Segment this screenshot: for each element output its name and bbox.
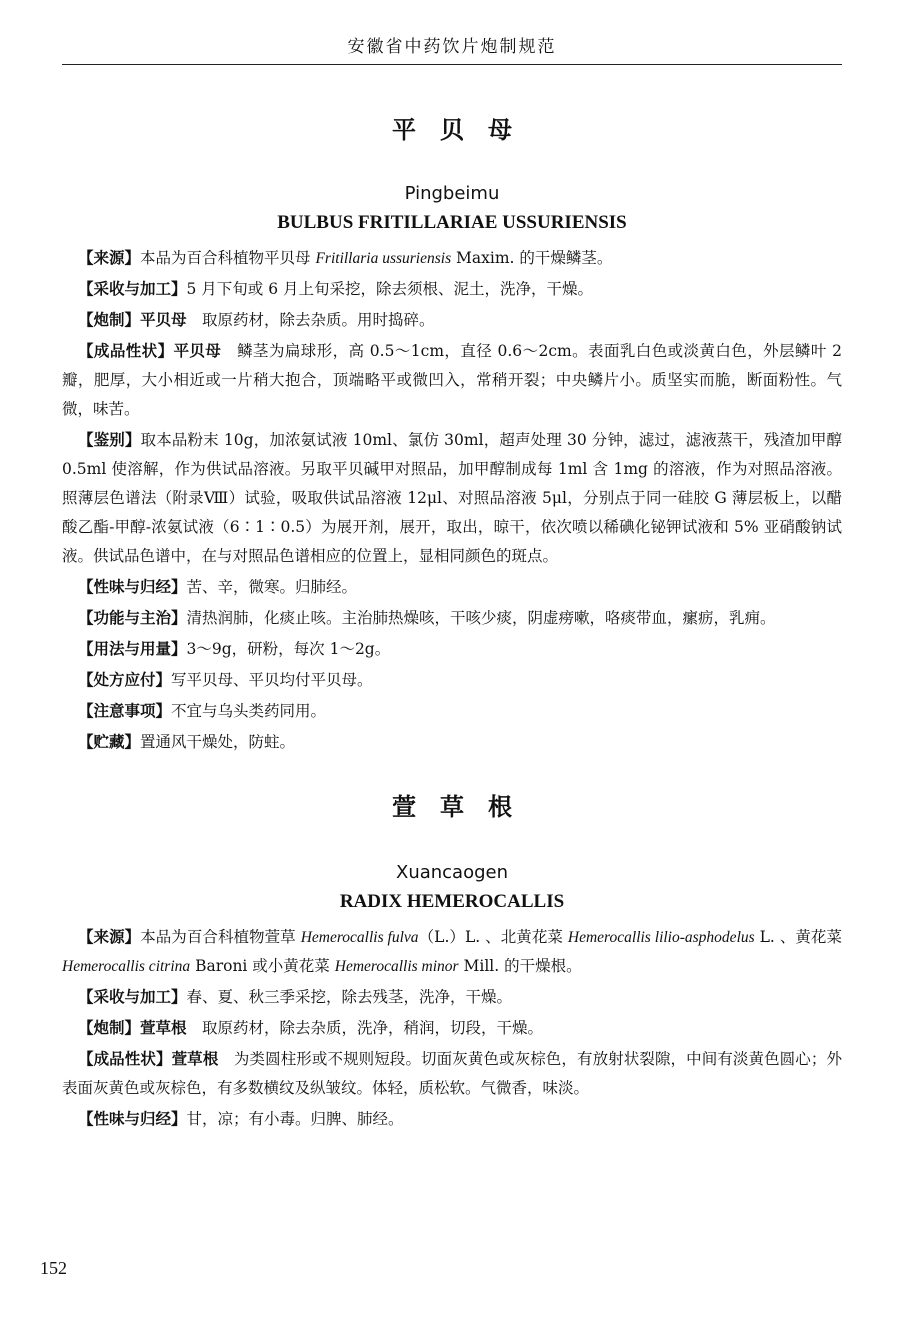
scientific-name: Hemerocallis fulva [300, 929, 419, 946]
entry-text: 苦、辛，微寒。归肺经。 [186, 578, 358, 596]
entry-text: 置通风干燥处，防蛀。 [140, 733, 296, 751]
entry-text: 取原药材，除去杂质。用时捣碎。 [186, 311, 435, 329]
entry-text: 本品为百合科植物萱草 [140, 928, 301, 946]
entry-text: 本品为百合科植物平贝母 [140, 249, 316, 267]
entry-taste-meridian [62, 1105, 842, 1134]
entry-text: 鳞茎为扁球形，高 0.5～1cm，直径 0.6～2cm。表面乳白色或淡黄白色，外层鳞叶 2 瓣，肥厚，大小相近或一片稍大抱合，顶端略平或微凹入，常稍开裂；中央鳞片小。质坚实而脆，断面粉性。气微，味苦。 [62, 342, 842, 418]
entry-text: L. 、黄花菜 [754, 928, 842, 946]
entry-label: 【采收与加工】 [78, 988, 187, 1006]
entry-label: 【炮制】 [78, 1019, 141, 1037]
entry-label: 【鉴别】 [78, 431, 141, 449]
entry-text: 甘，凉；有小毒。归脾、肺经。 [186, 1110, 404, 1128]
entry-caution [62, 697, 842, 726]
entry-label: 【性味与归经】 [78, 1110, 187, 1128]
product-name: 平贝母 [173, 342, 222, 360]
entry-source [62, 923, 842, 981]
entry-character [62, 337, 842, 424]
entry-label: 【用法与用量】 [78, 640, 187, 658]
product-name: 平贝母 [140, 311, 187, 329]
entry-source [62, 244, 842, 273]
entry-label: 【成品性状】 [78, 342, 174, 360]
entry-label: 【来源】 [78, 928, 141, 946]
entry-text: 为类圆柱形或不规则短段。切面灰黄色或灰棕色，有放射状裂隙，中间有淡黄色圆心；外表面灰黄色或灰棕色，有多数横纹及纵皱纹。体轻，质松软。气微香，味淡。 [62, 1050, 842, 1097]
entry-processing [62, 1014, 842, 1043]
entry-text: 不宜与乌头类药同用。 [171, 702, 327, 720]
product-name: 萱草根 [171, 1050, 219, 1068]
page-content [62, 100, 842, 1136]
entry-text: Maxim. 的干燥鳞茎。 [451, 249, 613, 267]
entry-label: 【成品性状】 [78, 1050, 172, 1068]
scientific-name: Hemerocallis minor [334, 958, 459, 975]
scientific-name: Fritillaria ussuriensis [315, 250, 452, 267]
entry-function [62, 604, 842, 633]
entry-label: 【处方应付】 [78, 671, 172, 689]
entry-text: 写平贝母、平贝均付平贝母。 [171, 671, 373, 689]
entry-storage [62, 728, 842, 757]
entry-label: 【功能与主治】 [78, 609, 187, 627]
monograph-pingbeimu [62, 110, 842, 757]
entry-prescription [62, 666, 842, 695]
entry-processing [62, 306, 842, 335]
scientific-name: Hemerocallis lilio-asphodelus [567, 929, 755, 946]
entry-label: 【性味与归经】 [78, 578, 187, 596]
entry-identification [62, 426, 842, 571]
monograph-pinyin: Pingbeimu [404, 183, 500, 204]
entry-text: 清热润肺，化痰止咳。主治肺热燥咳，干咳少痰，阴虚痨嗽，咯痰带血，瘰疬，乳痈。 [186, 609, 776, 627]
entry-text: 取原药材，除去杂质，洗净，稍润，切段，干燥。 [186, 1019, 544, 1037]
entry-text: 春、夏、秋三季采挖，除去残茎，洗净，干燥。 [186, 988, 513, 1006]
entry-label: 【来源】 [78, 249, 141, 267]
entry-label: 【炮制】 [78, 311, 141, 329]
entry-text: Baroni 或小黄花菜 [190, 957, 335, 975]
scientific-name: Hemerocallis citrina [62, 958, 191, 975]
entry-text: 3～9g，研粉，每次 1～2g。 [186, 640, 391, 658]
entry-label: 【注意事项】 [78, 702, 172, 720]
product-name: 萱草根 [140, 1019, 187, 1037]
entry-text: （L.）L. 、北黄花菜 [418, 928, 568, 946]
entry-harvest [62, 983, 842, 1012]
page-number: 152 [40, 1258, 67, 1278]
entry-character [62, 1045, 842, 1103]
monograph-latin-name: RADIX HEMEROCALLIS [339, 891, 565, 912]
entry-label: 【采收与加工】 [78, 280, 187, 298]
monograph-latin-name: BULBUS FRITILLARIAE USSURIENSIS [277, 212, 627, 233]
running-header: 安徽省中药饮片炮制规范 [347, 37, 557, 57]
entry-harvest [62, 275, 842, 304]
entry-text: 取本品粉末 10g，加浓氨试液 10ml、氯仿 30ml，超声处理 30 分钟，滤过，滤液蒸干，残渣加甲醇 0.5ml 使溶解，作为供试品溶液。另取平贝碱甲对照品，加甲醇制成每 1ml 含 1mg 的溶液，作为对照品溶液。照薄层色谱法（附录Ⅷ）试验，吸取供试品溶液 12μl、对照品溶液 5μl，分别点于同一硅胶 G 薄层板上，以醋酸乙酯-甲醇-浓氨试液（6∶1∶0.5）为展开剂，展开，取出，晾干，依次喷以稀碘化铋钾试液和 5% 亚硝酸钠试液。供试品色谱中，在与对照品色谱相应的位置上，显相同颜色的斑点。 [62, 431, 842, 565]
entry-taste-meridian [62, 573, 842, 602]
monograph-xuancaogen [62, 787, 842, 1134]
header-rule [62, 64, 842, 65]
entry-text: Mill. 的干燥根。 [458, 957, 582, 975]
entry-text: 5 月下旬或 6 月上旬采挖，除去须根、泥土，洗净，干燥。 [186, 280, 594, 298]
entry-label: 【贮藏】 [78, 733, 141, 751]
entry-usage [62, 635, 842, 664]
monograph-pinyin: Xuancaogen [395, 862, 509, 883]
monograph-title: 萱草根 [392, 792, 536, 821]
monograph-title: 平贝母 [392, 115, 536, 144]
